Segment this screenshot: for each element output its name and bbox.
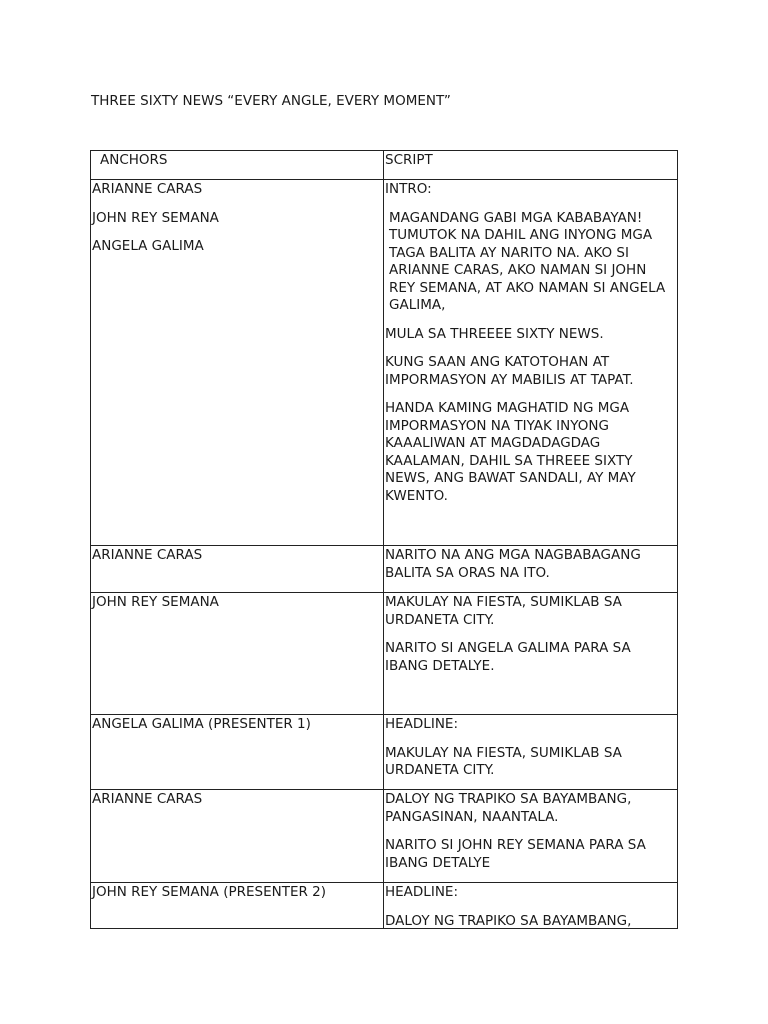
table-row [91,790,678,883]
script-cell [384,883,678,929]
script-paragraph: DALOY NG TRAPIKO SA BAYAMBANG, PANGASINAN, NAANTALA. [385,791,632,825]
anchor-name: ARIANNE CARAS [92,791,203,807]
column-header-anchors: ANCHORS [100,152,168,168]
script-paragraph: NARITO SI ANGELA GALIMA PARA SA IBANG DETALYE. [385,640,631,674]
anchor-name: ARIANNE CARAS [92,547,203,563]
anchor-name: JOHN REY SEMANA (PRESENTER 2) [92,884,327,900]
anchor-name: ARIANNE CARAS [92,181,203,197]
script-paragraph: DALOY NG TRAPIKO SA BAYAMBANG, [385,912,632,928]
script-cell [384,546,678,593]
anchors-cell [91,883,384,929]
table-row [91,546,678,593]
script-table [90,150,678,929]
script-label: HEADLINE: [385,716,458,732]
anchors-cell [91,593,384,715]
script-cell [384,593,678,715]
script-cell [384,180,678,546]
table-row [91,180,678,546]
table-row [91,883,678,929]
anchor-name: JOHN REY SEMANA [92,594,219,610]
script-cell [384,715,678,790]
script-paragraph: NARITO NA ANG MGA NAGBABAGANG BALITA SA ORAS NA ITO. [385,547,641,581]
anchors-cell [91,546,384,593]
table-header-row [91,151,678,180]
script-label: INTRO: [385,181,432,197]
script-paragraph: MAGANDANG GABI MGA KABABAYAN! TUMUTOK NA DAHIL ANG INYONG MGA TAGA BALITA AY NARITO NA. AKO SI ARIANNE CARAS, AKO NAMAN SI JOHN REY SEMANA, AT AKO NAMAN SI ANGELA GALIMA, [389,209,666,313]
anchors-cell [91,180,384,546]
anchors-cell [91,715,384,790]
anchor-name: ANGELA GALIMA [92,238,204,254]
anchor-name: ANGELA GALIMA (PRESENTER 1) [92,716,311,732]
document-title: THREE SIXTY NEWS “EVERY ANGLE, EVERY MOMENT” [91,93,451,109]
script-label: HEADLINE: [385,884,458,900]
script-paragraph: KUNG SAAN ANG KATOTOHAN AT IMPORMASYON AY MABILIS AT TAPAT. [385,354,634,388]
script-paragraph: HANDA KAMING MAGHATID NG MGA IMPORMASYON NA TIYAK INYONG KAAALIWAN AT MAGDADAGDAG KAALAMAN, DAHIL SA THREEE SIXTY NEWS, ANG BAWAT SANDALI, AY MAY KWENTO. [385,400,636,504]
header-cell-script [384,151,678,180]
anchor-name: JOHN REY SEMANA [92,209,219,226]
header-cell-anchors [91,151,384,180]
script-paragraph: MAKULAY NA FIESTA, SUMIKLAB SA URDANETA CITY. [385,594,622,628]
table-row [91,593,678,715]
anchors-cell [91,790,384,883]
script-paragraph: NARITO SI JOHN REY SEMANA PARA SA IBANG DETALYE [385,837,646,871]
script-cell [384,790,678,883]
table-row [91,715,678,790]
script-paragraph: MULA SA THREEEE SIXTY NEWS. [385,325,604,342]
script-paragraph: MAKULAY NA FIESTA, SUMIKLAB SA URDANETA CITY. [385,744,622,778]
column-header-script: SCRIPT [385,152,433,168]
